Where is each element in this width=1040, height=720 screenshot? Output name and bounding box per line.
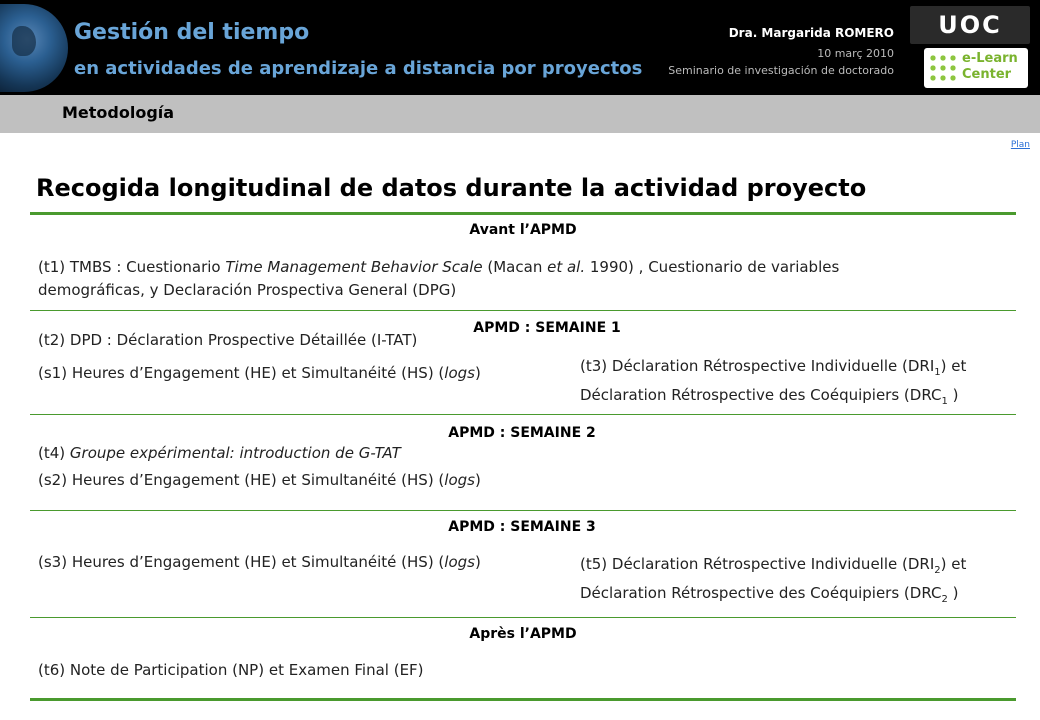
section-title: Metodología	[62, 103, 175, 122]
t1-line2: demográficas, y Declaración Prospectiva General (DPG)	[38, 281, 457, 299]
elearn-dots-icon	[928, 53, 958, 83]
t1-text	[38, 256, 1008, 302]
presentation-subtitle: en actividades de aprendizaje a distancia por proyectos	[74, 58, 643, 79]
s3-text: (s3) Heures d’Engagement (HE) et Simultanéité (HS) (logs)	[38, 553, 481, 571]
s1-text: (s1) Heures d’Engagement (HE) et Simultanéité (HS) (logs)	[38, 364, 481, 382]
divider-bottom	[30, 698, 1016, 701]
semaine1-heading: APMD : SEMAINE 1	[473, 320, 621, 336]
s1-logs: logs	[444, 364, 475, 382]
s2-text: (s2) Heures d’Engagement (HE) et Simultanéité (HS) (logs)	[38, 471, 481, 489]
t1-scale-name: Time Management Behavior Scale	[225, 258, 483, 276]
elearn-logo-text	[962, 51, 1018, 83]
elearn-logo-line2: Center	[962, 67, 1012, 82]
author-name: Dra. Margarida ROMERO	[728, 26, 894, 40]
seminar-name: Seminario de investigación de doctorado	[668, 64, 894, 77]
header-bar	[0, 0, 1040, 95]
t5-line1: (t5) Déclaration Rétrospective Individuelle $(DRI_2)$ et	[580, 555, 967, 576]
s2-logs: logs	[444, 471, 475, 489]
t1-line1: (t1) TMBS : Cuestionario Time Management Behavior Scale (Macan et al. 1990) , Cuestionario de variables	[38, 258, 840, 276]
avant-heading: Avant l’APMD	[469, 222, 577, 238]
divider-4	[30, 617, 1016, 618]
divider-top	[30, 212, 1016, 215]
presentation-date: 10 març 2010	[817, 47, 894, 60]
divider-1	[30, 310, 1016, 311]
semaine3-heading: APMD : SEMAINE 3	[448, 519, 596, 535]
t4-text: (t4) Groupe expérimental: introduction de G-TAT	[38, 444, 401, 462]
section-bar	[0, 95, 1040, 133]
divider-3	[30, 510, 1016, 511]
presentation-title: Gestión del tiempo	[74, 20, 310, 45]
uoc-logo	[910, 6, 1030, 44]
uoc-logo-text: UOC	[938, 11, 1002, 39]
page-title: Recogida longitudinal de datos durante la actividad proyecto	[36, 174, 867, 202]
t3-text	[580, 355, 966, 413]
plan-link[interactable]: Plan	[1010, 140, 1030, 150]
t6-text: (t6) Note de Participation (NP) et Examen Final (EF)	[38, 661, 424, 679]
t3-line1: (t3) Déclaration Rétrospective Individuelle $(DRI_1)$ et	[580, 357, 967, 378]
elearn-center-logo	[924, 48, 1028, 88]
globe-icon	[0, 4, 68, 92]
t5-line2: Déclaration Rétrospective des Coéquipiers ($DRC_2$ )	[580, 584, 959, 605]
semaine2-heading: APMD : SEMAINE 2	[448, 425, 596, 441]
t4-italic: Groupe expérimental: introduction de G-TAT	[69, 444, 401, 462]
t1-et-al: et al.	[547, 258, 586, 276]
s3-logs: logs	[444, 553, 475, 571]
elearn-logo-line1: e-Learn	[962, 51, 1018, 66]
apres-heading: Après l’APMD	[469, 626, 577, 642]
divider-2	[30, 414, 1016, 415]
t2-text: (t2) DPD : Déclaration Prospective Détaillée (I-TAT)	[38, 331, 418, 349]
t3-line2: Déclaration Rétrospective des Coéquipiers ($DRC_1$ )	[580, 386, 959, 407]
t5-text	[580, 553, 966, 611]
